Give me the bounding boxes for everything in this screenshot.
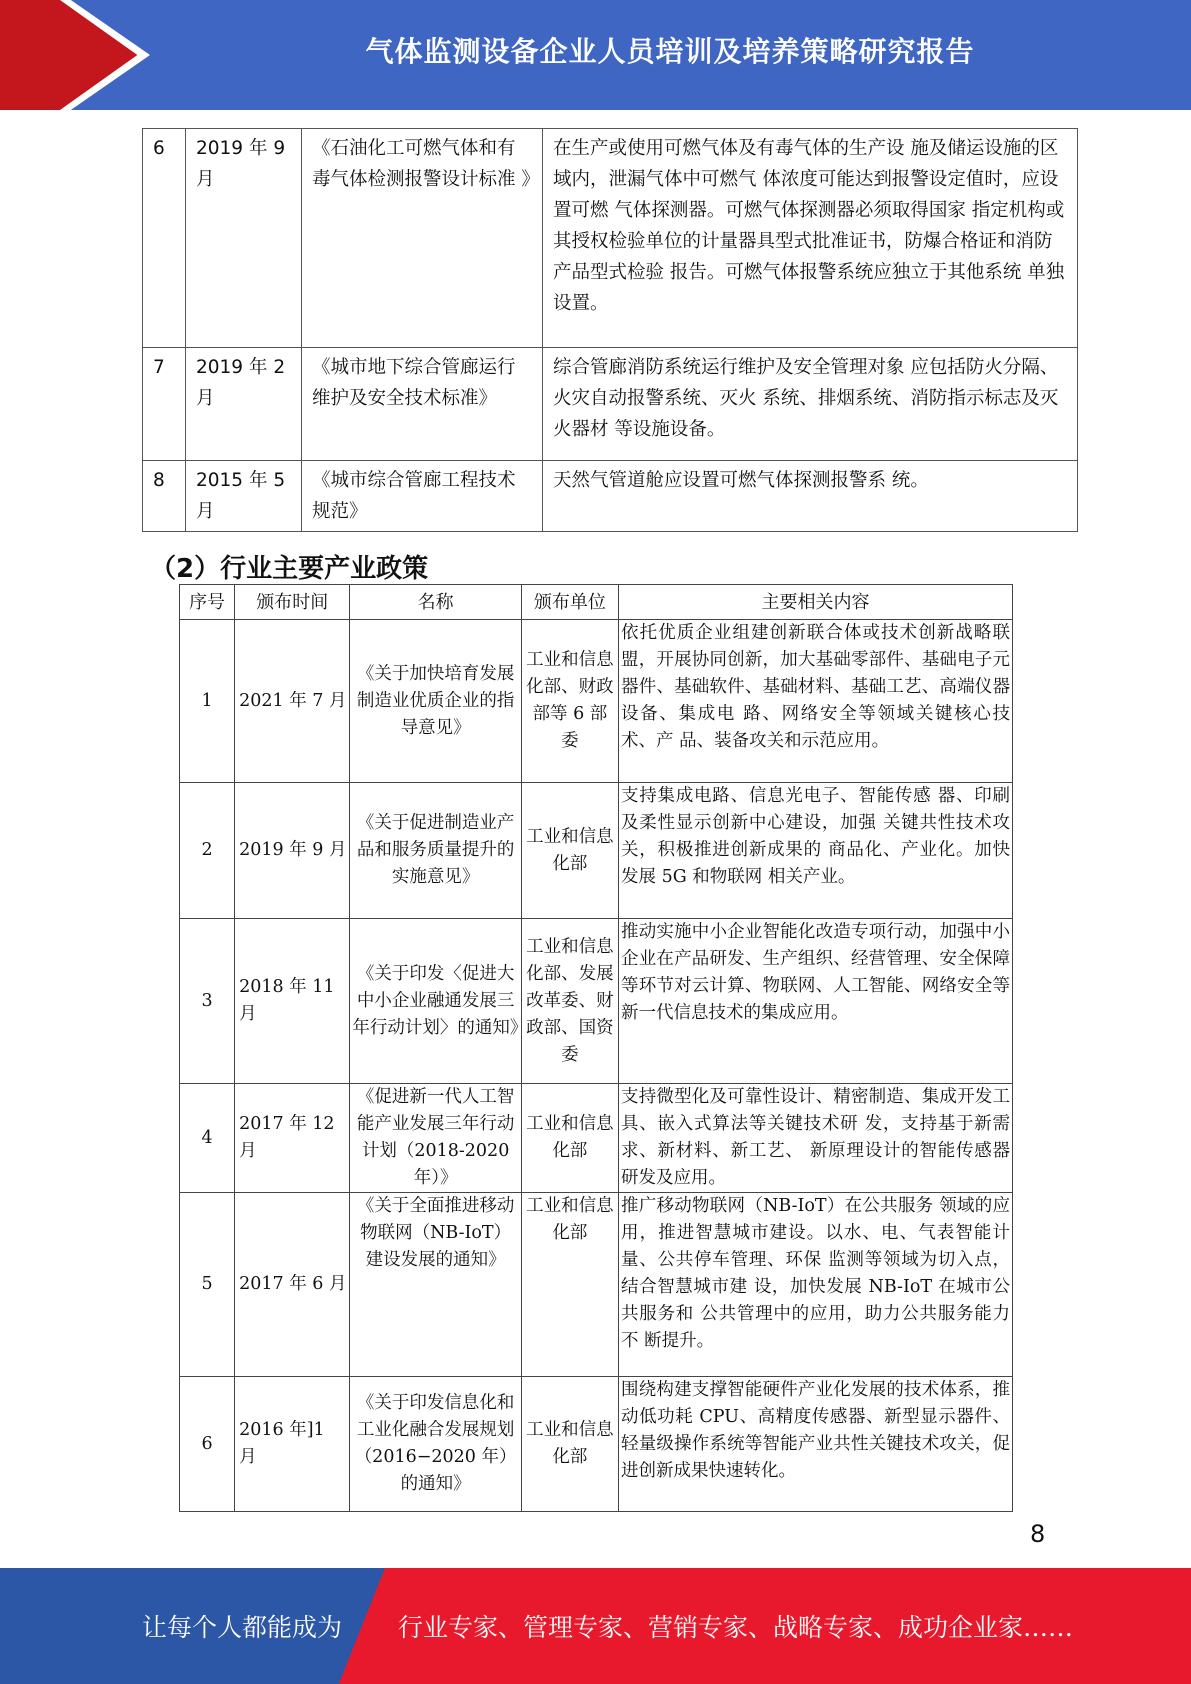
page-header <box>0 0 1191 110</box>
row-name: 《关于加快培育发展制造业优质企业的指导意见》 <box>350 620 521 783</box>
row-date: 2015 年 5 月 <box>186 461 302 532</box>
row-date: 2019 年 9 月 <box>186 129 302 348</box>
header-date: 颁布时间 <box>235 585 350 620</box>
row-date: 2018 年 11 月 <box>235 919 350 1084</box>
row-number: 8 <box>143 461 186 532</box>
row-date: 2016 年]1 月 <box>235 1377 350 1512</box>
row-date: 2017 年 12 月 <box>235 1084 350 1193</box>
row-name: 《关于促进制造业产品和服务质量提升的实施意见》 <box>350 783 521 919</box>
row-issuer: 工业和信息化部 <box>521 1084 618 1193</box>
row-issuer: 工业和信息化部、财政部等 6 部委 <box>521 620 618 783</box>
row-content: 推广移动物联网（NB-IoT）在公共服务 领域的应用，推进智慧城市建设。以水、电、气表智能计量、公共停车管理、环保 监测等领域为切入点，结合智慧城市建 设，加快发展 NB-IoT 在城市公共服务和 公共管理中的应用，助力公共服务能力不 断提升。 <box>619 1193 1013 1377</box>
row-name: 《促进新一代人工智能产业发展三年行动计划（2018-2020 年）》 <box>350 1084 521 1193</box>
header-red-chevron <box>0 0 140 110</box>
row-content: 支持集成电路、信息光电子、智能传感 器、印刷及柔性显示创新中心建设，加强 关键共性技术攻关，积极推进创新成果的 商品化、产业化。加快发展 5G 和物联网 相关产业。 <box>619 783 1013 919</box>
report-title: 气体监测设备企业人员培训及培养策略研究报告 <box>365 35 975 68</box>
table-row <box>180 919 1013 1084</box>
row-content: 支持微型化及可靠性设计、精密制造、集成开发工具、嵌入式算法等关键技术研 发，支持基于新需求、新材料、新工艺、 新原理设计的智能传感器研发及应用。 <box>619 1084 1013 1193</box>
row-content: 在生产或使用可燃气体及有毒气体的生产设 施及储运设施的区域内，泄漏气体中可燃气 体浓度可能达到报警设定值时，应设置可燃 气体探测器。可燃气体探测器必须取得国家 指定机构或其授权检验单位的计量器具型式批准证书，防爆合格证和消防产品型式检验 报告。可燃气体报警系统应独立于其他系统 单独设置。 <box>543 129 1078 348</box>
header-issuer: 颁布单位 <box>521 585 618 620</box>
row-date: 2021 年 7 月 <box>235 620 350 783</box>
row-number: 7 <box>143 348 186 461</box>
table-row <box>143 461 1078 532</box>
table-row <box>180 620 1013 783</box>
row-number: 5 <box>180 1193 235 1377</box>
row-issuer: 工业和信息化部 <box>521 1377 618 1512</box>
row-content: 依托优质企业组建创新联合体或技术创新战略联盟，开展协同创新，加大基础零部件、基础电子元器件、基础软件、基础材料、基础工艺、高端仪器设备、集成电 路、网络安全等领域关键核心技术、产 品、装备攻关和示范应用。 <box>619 620 1013 783</box>
table-row <box>180 1377 1013 1512</box>
row-name: 《关于印发信息化和工业化融合发展规划（2016−2020 年）的通知》 <box>350 1377 521 1512</box>
row-number: 2 <box>180 783 235 919</box>
table-row <box>180 1084 1013 1193</box>
row-name: 《关于印发〈促进大中小企业融通发展三年行动计划〉的通知》 <box>350 919 521 1084</box>
row-content: 围绕构建支撑智能硬件产业化发展的技术体系，推动低功耗 CPU、高精度传感器、新型显示器件、轻量级操作系统等智能产业共性关键技术攻关，促进创新成果快速转化。 <box>619 1377 1013 1512</box>
policy-table <box>179 584 1013 1512</box>
header-name: 名称 <box>350 585 521 620</box>
row-name: 《关于全面推进移动物联网（NB-IoT）建设发展的通知》 <box>350 1193 521 1377</box>
row-issuer: 工业和信息化部、发展改革委、财政部、国资委 <box>521 919 618 1084</box>
row-content: 天然气管道舱应设置可燃气体探测报警系 统。 <box>543 461 1078 532</box>
row-number: 1 <box>180 620 235 783</box>
row-date: 2017 年 6 月 <box>235 1193 350 1377</box>
row-date: 2019 年 2 月 <box>186 348 302 461</box>
section-heading: （2）行业主要产业政策 <box>150 554 429 584</box>
table-row <box>180 783 1013 919</box>
row-issuer: 工业和信息化部 <box>521 1193 618 1377</box>
footer-slogan-left: 让每个人都能成为 <box>142 1613 343 1642</box>
row-issuer: 工业和信息化部 <box>521 783 618 919</box>
table-row <box>180 1193 1013 1377</box>
page-footer <box>0 1568 1191 1684</box>
row-name: 《城市综合管廊工程技术 规范》 <box>302 461 543 532</box>
row-content: 推动实施中小企业智能化改造专项行动，加强中小企业在产品研发、生产组织、经营管理、安全保障等环节对云计算、物联网、人工智能、网络安全等新一代信息技术的集成应用。 <box>619 919 1013 1084</box>
table-row <box>143 348 1078 461</box>
header-content: 主要相关内容 <box>619 585 1013 620</box>
row-number: 3 <box>180 919 235 1084</box>
row-number: 4 <box>180 1084 235 1193</box>
row-number: 6 <box>143 129 186 348</box>
header-num: 序号 <box>180 585 235 620</box>
table-row <box>143 129 1078 348</box>
row-name: 《石油化工可燃气体和有 毒气体检测报警设计标准 》 <box>302 129 543 348</box>
row-number: 6 <box>180 1377 235 1512</box>
row-name: 《城市地下综合管廊运行 维护及安全技术标准》 <box>302 348 543 461</box>
row-content: 综合管廊消防系统运行维护及安全管理对象 应包括防火分隔、火灾自动报警系统、灭火 系统、排烟系统、消防指示标志及灭火器材 等设施设备。 <box>543 348 1078 461</box>
table-header-row <box>180 585 1013 620</box>
standards-table <box>142 128 1078 532</box>
footer-slogan-right: 行业专家、管理专家、营销专家、战略专家、成功企业家…… <box>398 1613 1074 1642</box>
page-number: 8 <box>1030 1520 1046 1548</box>
row-date: 2019 年 9 月 <box>235 783 350 919</box>
